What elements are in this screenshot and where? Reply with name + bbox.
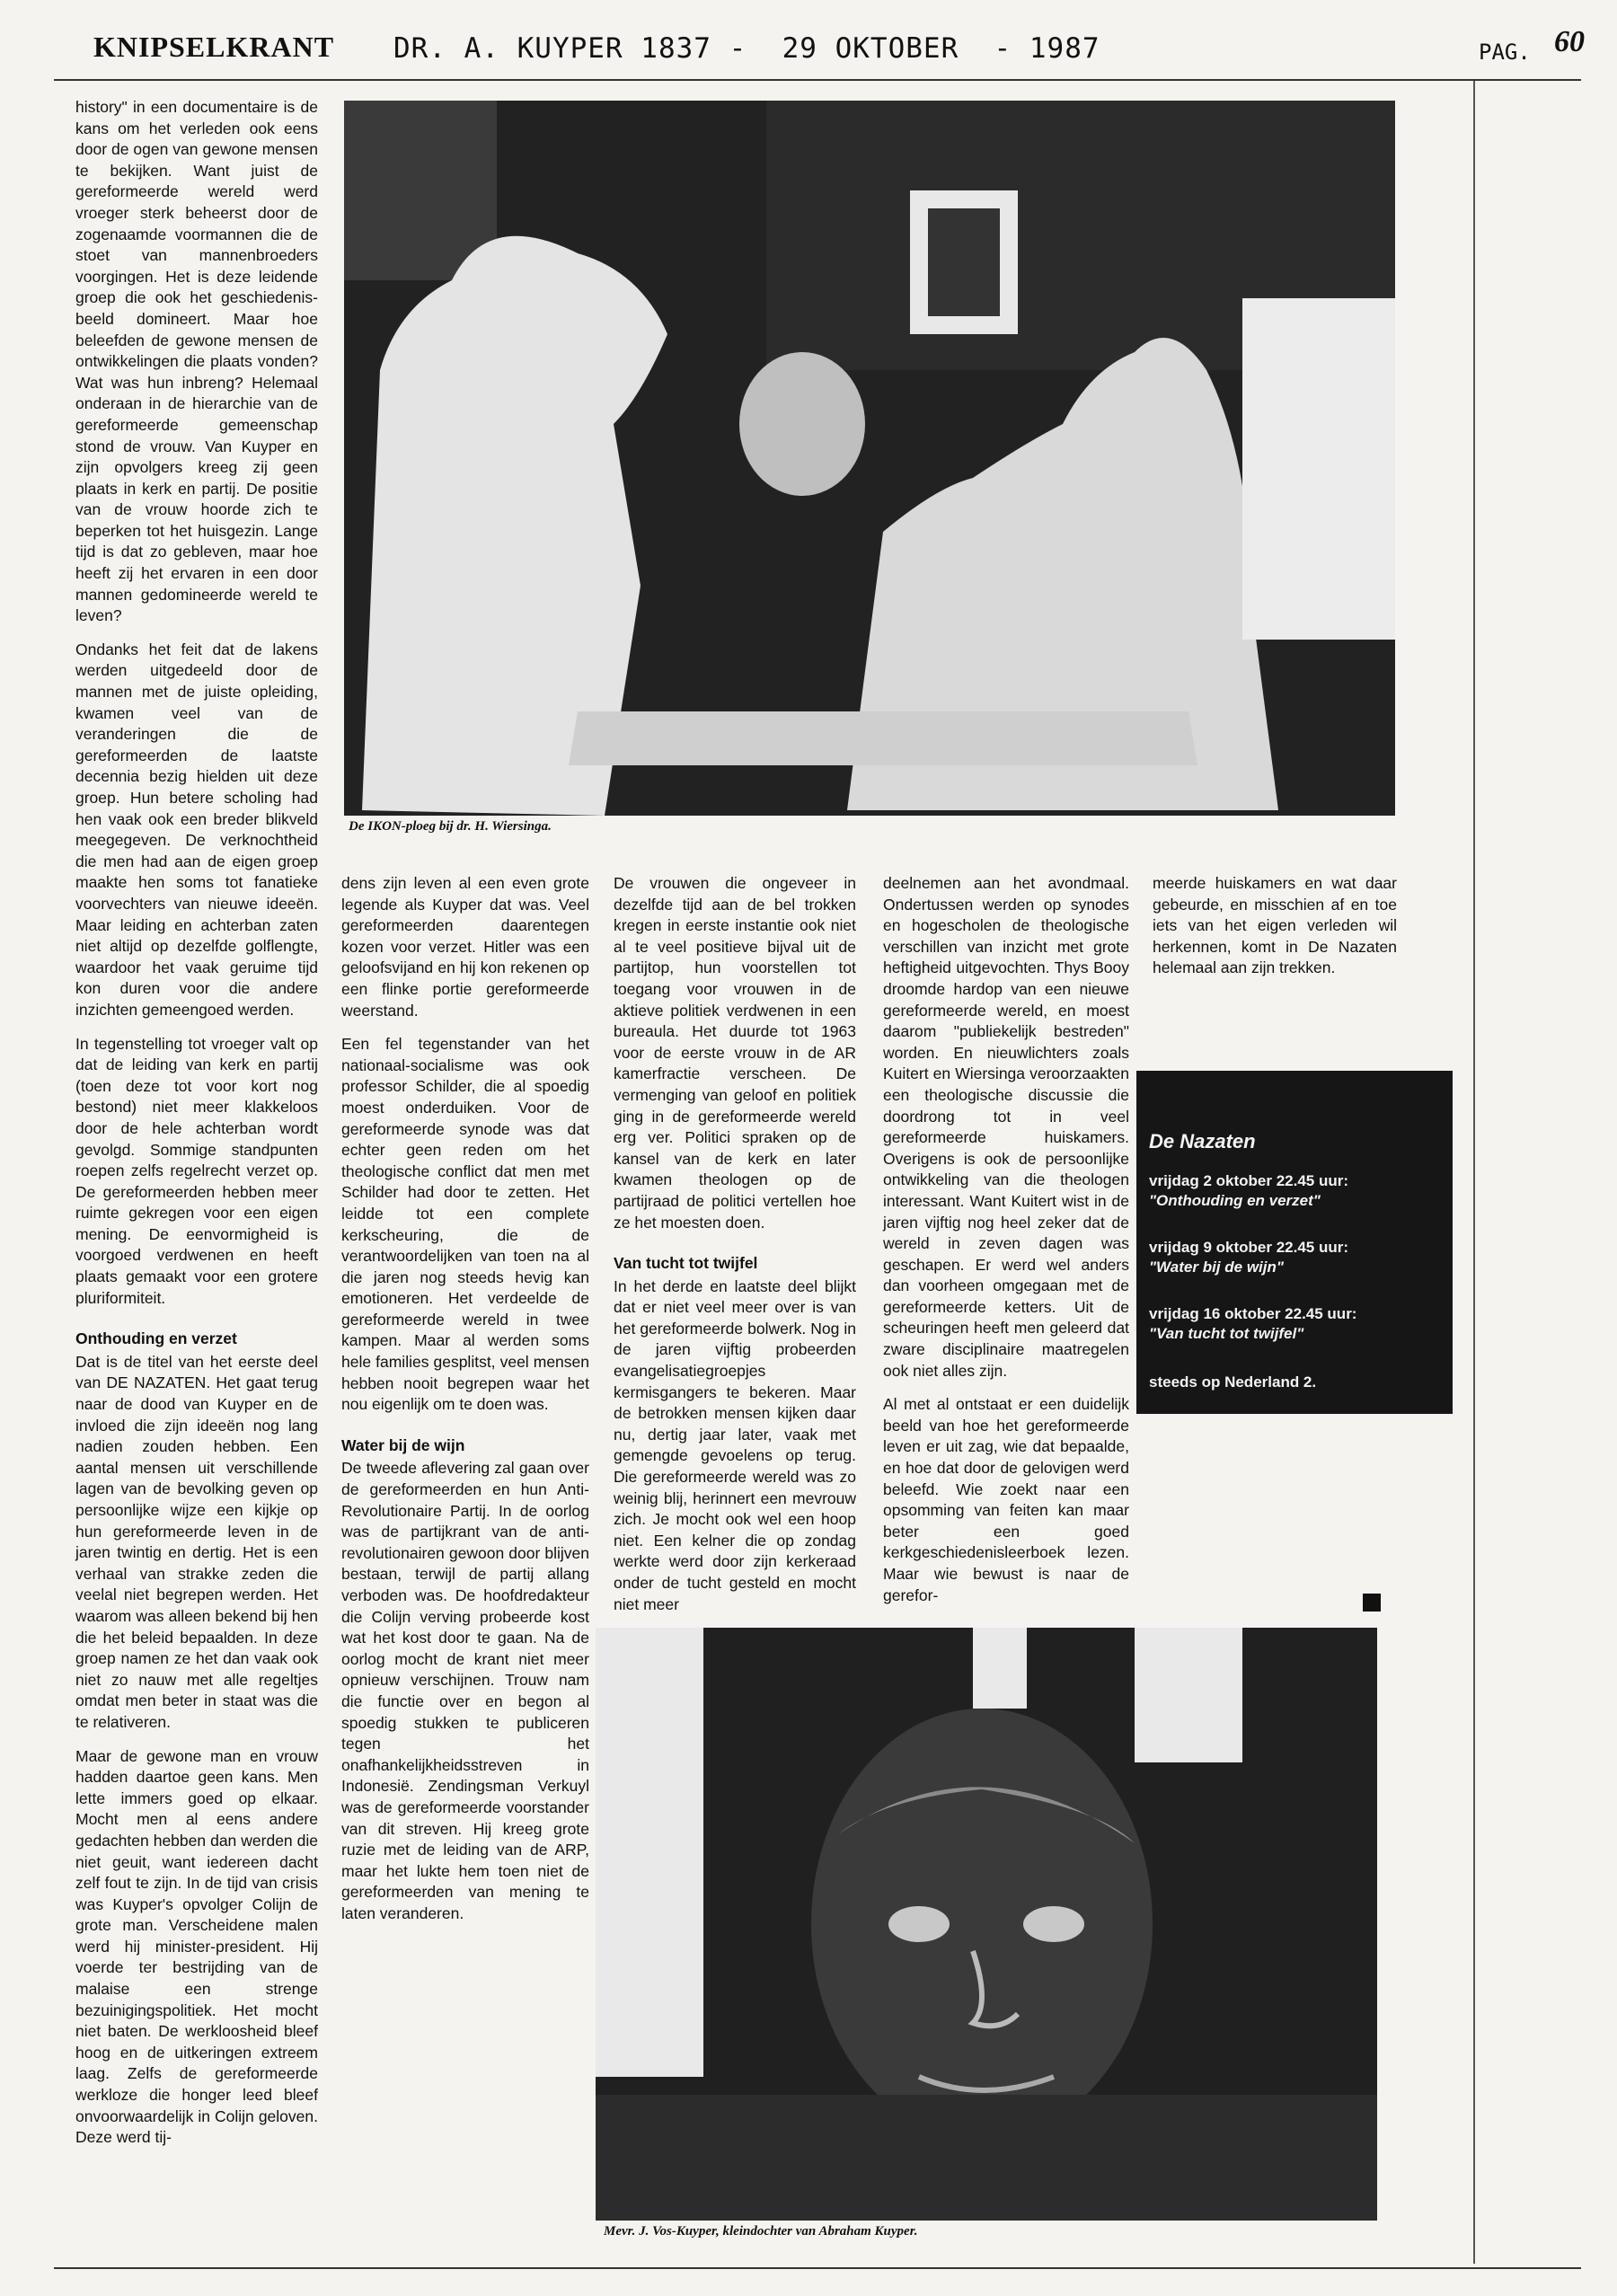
column-2-paragraph-2: Een fel tegenstander van het nationaal-socialisme was ook professor Schilder, die al spoedig moest onderduiken. Voor de gereformeerde synode was dat echter geen reden om het theologische conflict dat men met Schilder had door te zetten. Het leidde tot een complete kerkscheuring, die de verantwoordelijken van toen na al die jaren nog steeds hevig kan emotioneren. Het verdeelde de gereformeerde wereld in twee kampen. Maar al werden soms hele families gesplitst, veel mensen hebben nooit begrepen waar het nou eigenlijk om te doen was. (341, 1035, 589, 1414)
column-1 (75, 97, 318, 2161)
column-2-paragraph-1: dens zijn leven al een even grote legende als Kuyper dat was. Veel gereformeerden daarentegen kozen voor verzet. Hitler was een geloofsvijand en hij kon rekenen op een flinke portie gereformeerde weerstand. (341, 874, 589, 1020)
end-mark (1363, 1594, 1381, 1612)
column-2 (341, 873, 589, 1938)
column-4-paragraph-2: Al met al ontstaat er een duidelijk beeld van hoe het gereformeerde leven er uit zag, wie dat bepaalde, en hoe dat door de gelovigen werd beleefd. Wie zoekt naar een opsomming van feiten kan maar beter een goed kerkgeschiedenisleerboek lezen. Maar wie bewust is naar de gerefor- (883, 1395, 1129, 1604)
header-rule (54, 79, 1581, 81)
schedule-episode-1-time: vrijdag 2 oktober 22.45 uur: (1149, 1172, 1349, 1189)
photo-ikon-crew-image (344, 101, 1395, 816)
column-5 (1153, 873, 1397, 992)
schedule-episode-2 (1149, 1238, 1348, 1277)
photo-caption-ikon: De IKON-ploeg bij dr. H. Wiersinga. (349, 819, 552, 834)
column-5-paragraph-1: meerde huiskamers en wat daar gebeurde, en misschien af en toe iets van het eigen verleden wil herkennen, komt in De Nazaten helemaal aan zijn trekken. (1153, 874, 1397, 977)
broadcast-schedule-box (1136, 1071, 1453, 1414)
footer-rule (54, 2267, 1581, 2269)
photo-vos-kuyper (596, 1628, 1377, 2221)
subheading-water: Water bij de wijn (341, 1435, 465, 1454)
schedule-episode-2-title: "Water bij de wijn" (1149, 1258, 1284, 1276)
column-4-paragraph-1: deelnemen aan het avondmaal. Ondertussen werden op synodes en hogescholen de theologische verschillen van inzicht met grote heftigheid uitgevochten. Thys Booy droomde hardop van een nieuwe gereformeerde wereld, en moest daarom "publiekelijk bestreden" worden. En nieuwlichters zoals Kuitert en Wiersinga veroorzaakten een theologische discussie die doordrong tot in veel gereformeerde huiskamers. Overigens is ook de persoonlijke ontwikkeling van die theologen interessant. Want Kuitert wist in de jaren vijftig nog heel zeker dat de wereld in zeven dagen was geschapen. Er werd wel anders dan voorheen omgegaan met de gereformeerde ketters. Uit de scheuringen heeft men geleerd dat zware disciplinaire maatregelen ook niet alles zijn. (883, 874, 1129, 1380)
schedule-episode-1-title: "Onthouding en verzet" (1149, 1192, 1321, 1209)
column-1-paragraph-3: In tegenstelling tot vroeger valt op dat de leiding van kerk en partij (toen deze tot voor kort nog bestond) niet meer klakkeloos door de hele achterban wordt gevolgd. Sommige standpunten roepen zelfs regelrecht verzet op. De gereformeerden hebben meer ruimte gekregen voor een eigen mening. De eenvormigheid is voorgoed verdwenen en heeft plaats gemaakt voor een grotere pluriformiteit. (75, 1034, 318, 1307)
column-4 (883, 873, 1129, 1619)
column-3 (614, 873, 856, 1628)
page-number: 60 (1554, 25, 1585, 58)
margin-rule (1473, 81, 1475, 2264)
column-1-paragraph-1: history" in een documentaire is de kans om het verleden ook eens door de ogen van gewone mensen te bekijken. Want juist de gereformeerde wereld werd vroeger sterk beheerst door de zogenaamde voormannen die de stoet van mannenbroeders voorgingen. Het is deze leidende groep die ook het geschiedenis-beeld domineert. Maar hoe beleefden de gewone mensen de ontwikkelingen die plaats vonden? Wat was hun inbreng? Helemaal onderaan in de hierarchie van de gereformeerde gemeenschap stond de vrouw. Van Kuyper en zijn opvolgers kreeg zij geen plaats in kerk en partij. De positie van de vrouw hoorde zich te beperken tot het huisgezin. Lange tijd is dat zo gebleven, maar hoe heeft zij het ervaren in een door mannen gedomineerde wereld te leven? (75, 98, 318, 625)
column-1-paragraph-5: Maar de gewone man en vrouw hadden daartoe geen kans. Men lette immers goed op elkaar. Mocht men al eens andere gedachten hebben dan werden die niet geuit, want iedereen dacht zelf fout te zijn. In de tijd van crisis was Kuyper's opvolger Colijn de grote man. Verscheidene malen werd hij minister-president. Hij voerde ter bestrijding van de malaise een strenge bezuinigingspolitiek. Het mocht niet baten. De werkloosheid bleef hoog en de uitkeringen extreem laag. Zelfs de gereformeerde werkloze die honger leed bleef onvoorwaardelijk in Colijn geloven. Deze werd tij- (75, 1746, 318, 2147)
page-header (0, 25, 1617, 79)
column-1-paragraph-2: Ondanks het feit dat de lakens werden uitgedeeld door de mannen met de juiste opleiding, kwamen veel van de veranderingen die de gereformeerden de laatste decennia bezig hielden uit deze groep. Hun betere scholing had hen vaak ook een breder blikveld meegegeven. De verknochtheid die men had aan de eigen groep maakte hen soms tot fanatieke voorvechters van nieuwe ideeën. Maar leiding en achterban zaten niet altijd op dezelfde golflengte, waardoor het vaak geruime tijd kon duren voor die andere inzichten gemeengoed werden. (75, 640, 318, 1019)
subheading-tucht: Van tucht tot twijfel (614, 1254, 758, 1273)
photo-vos-kuyper-image (596, 1628, 1377, 2221)
schedule-episode-3-time: vrijdag 16 oktober 22.45 uur: (1149, 1305, 1357, 1322)
subheading-onthouding: Onthouding en verzet (75, 1329, 237, 1348)
schedule-episode-3-title: "Van tucht tot twijfel" (1149, 1325, 1304, 1342)
schedule-episode-3 (1149, 1304, 1356, 1344)
schedule-episode-2-time: vrijdag 9 oktober 22.45 uur: (1149, 1239, 1349, 1256)
dateline: DR. A. KUYPER 1837 - 29 OKTOBER - 1987 (393, 32, 1100, 65)
schedule-title: De Nazaten (1149, 1130, 1256, 1152)
schedule-episode-1 (1149, 1171, 1348, 1211)
page-label: PAG. (1479, 40, 1531, 65)
photo-caption-vos-kuyper: Mevr. J. Vos-Kuyper, kleindochter van Abraham Kuyper. (604, 2224, 918, 2239)
column-2-paragraph-3: De tweede aflevering zal gaan over de gereformeerden en hun Anti-Revolutionaire Partij. In de oorlog was de partijkrant van de anti-revolutionairen gewoon door blijven bestaan, terwijl de partij allang verboden was. De hoofdredakteur die Colijn verving probeerde kost wat het kost door te gaan. Na de oorlog mocht de krant niet meer opnieuw verschijnen. Trouw nam die functie over en begon al spoedig stukken te publiceren tegen het onafhankelijkheidsstreven in Indonesië. Zendingsman Verkuyl was de gereformeerde voorstander van dit streven. Hij kreeg grote ruzie met de leiding van de ARP, maar het lukte hem toen niet de gereformeerden van mening te laten veranderen. (341, 1459, 589, 1922)
photo-ikon-crew (344, 101, 1395, 816)
paper-title: KNIPSELKRANT (93, 31, 335, 63)
schedule-channel: steeds op Nederland 2. (1149, 1373, 1317, 1391)
column-3-paragraph-2: In het derde en laatste deel blijkt dat er niet veel meer over is van het gereformeerde bolwerk. Nog in de jaren vijftig probeerden evangelisatiegroepjes kermisgangers te bekeren. Maar de betrokken mensen kijken daar nu, dertig jaar later, vaak met gemengde gevoelens op terug. Die gereformeerde wereld was zo weinig blij, herinnert een mevrouw zich. Je mocht ook wel een hoop niet. Een kelner die op zondag werkte werd door zijn kerkeraad onder de tucht gesteld en mocht niet meer (614, 1276, 856, 1613)
column-1-paragraph-4: Dat is de titel van het eerste deel van DE NAZATEN. Het gaat terug naar de dood van Kuyper en de invloed die zijn ideeën nog lang nadien zouden hebben. Een aantal mensen uit verschillende lagen van de bevolking geven op persoonlijke wijze een kijkje op hun gereformeerde leven in de jaren twintig en dertig. Het is een verhaal van strakke zeden die veelal niet begrepen werden. Het waarom was alleen bekend bij hen die het beleid bepaalden. In deze groep namen ze het dan vaak ook niet zo nauw met alle regeltjes omdat men beter in staat was die te relativeren. (75, 1352, 318, 1731)
column-3-paragraph-1: De vrouwen die ongeveer in dezelfde tijd aan de bel trokken kregen in eerste instantie ook niet al te veel positieve bijval uit de partijtop, hun voorstellen tot toegang voor vrouwen in de aktieve politiek verdwenen in een bureaula. Het duurde tot 1963 voor de eerste vrouw in de AR kamerfractie verscheen. De vermenging van geloof en politiek ging in de gereformeerde wereld erg ver. Politici spraken op de kansel van de kerk en later kwamen theologen op de partijraad de politici vertellen hoe ze het moesten doen. (614, 874, 856, 1232)
